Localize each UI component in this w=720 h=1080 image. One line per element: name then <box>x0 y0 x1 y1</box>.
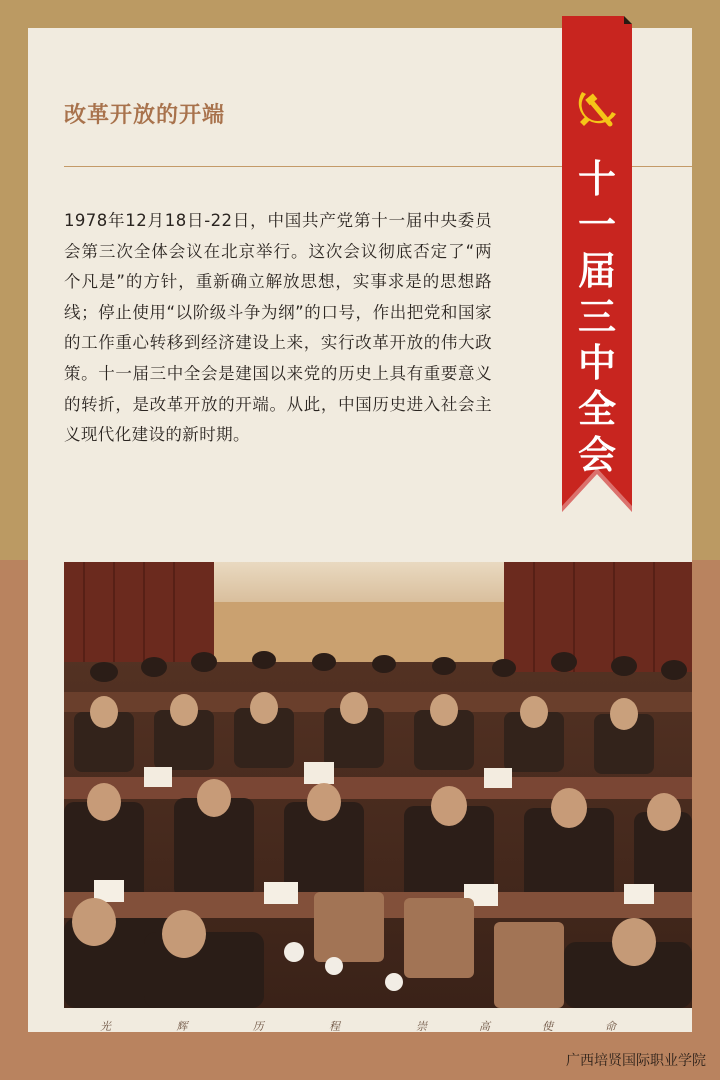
hammer-and-sickle-icon <box>572 78 624 134</box>
footer-char: 使 <box>542 1020 553 1033</box>
watermark-text: 广西培贤国际职业学院 <box>566 1053 706 1069</box>
footer-char: 辉 <box>176 1020 188 1033</box>
ribbon-char: 十 <box>577 157 616 201</box>
ribbon-char: 中 <box>577 341 616 385</box>
footer-char: 历 <box>252 1020 264 1033</box>
ribbon-title <box>562 156 632 478</box>
body-paragraph: 1978年12月18日-22日，中国共产党第十一届中央委员会第三次全体会议在北京举行。这次会议彻底否定了“两个凡是”的方针，重新确立解放思想，实事求是的思想路线；停止使用“以阶级斗争为纲”的口号，作出把党和国家的工作重心转移到经济建设上来，实行改革开放的伟大政策。十一届三中全会是建国以来党的历史上具有重要意义的转折，是改革开放的开端。从此，中国历史进入社会主义现代化建设的新时期。 <box>64 211 492 445</box>
ribbon-char: 三 <box>577 295 616 339</box>
ribbon-char: 会 <box>577 433 616 477</box>
meeting-photo <box>64 562 692 1008</box>
footer-char: 命 <box>605 1020 616 1033</box>
footer-char: 程 <box>328 1020 340 1033</box>
ribbon-char: 届 <box>577 249 616 293</box>
footer-char: 光 <box>100 1020 111 1033</box>
ribbon-char: 全 <box>577 387 616 431</box>
red-ribbon-banner <box>562 16 632 512</box>
footer-slogan-right <box>416 1018 616 1034</box>
footer-slogan-left <box>100 1018 340 1034</box>
section-title: 改革开放的开端 <box>64 103 226 128</box>
footer-char: 高 <box>479 1020 490 1033</box>
ribbon-char: 一 <box>577 203 616 247</box>
footer-char: 崇 <box>416 1020 427 1033</box>
